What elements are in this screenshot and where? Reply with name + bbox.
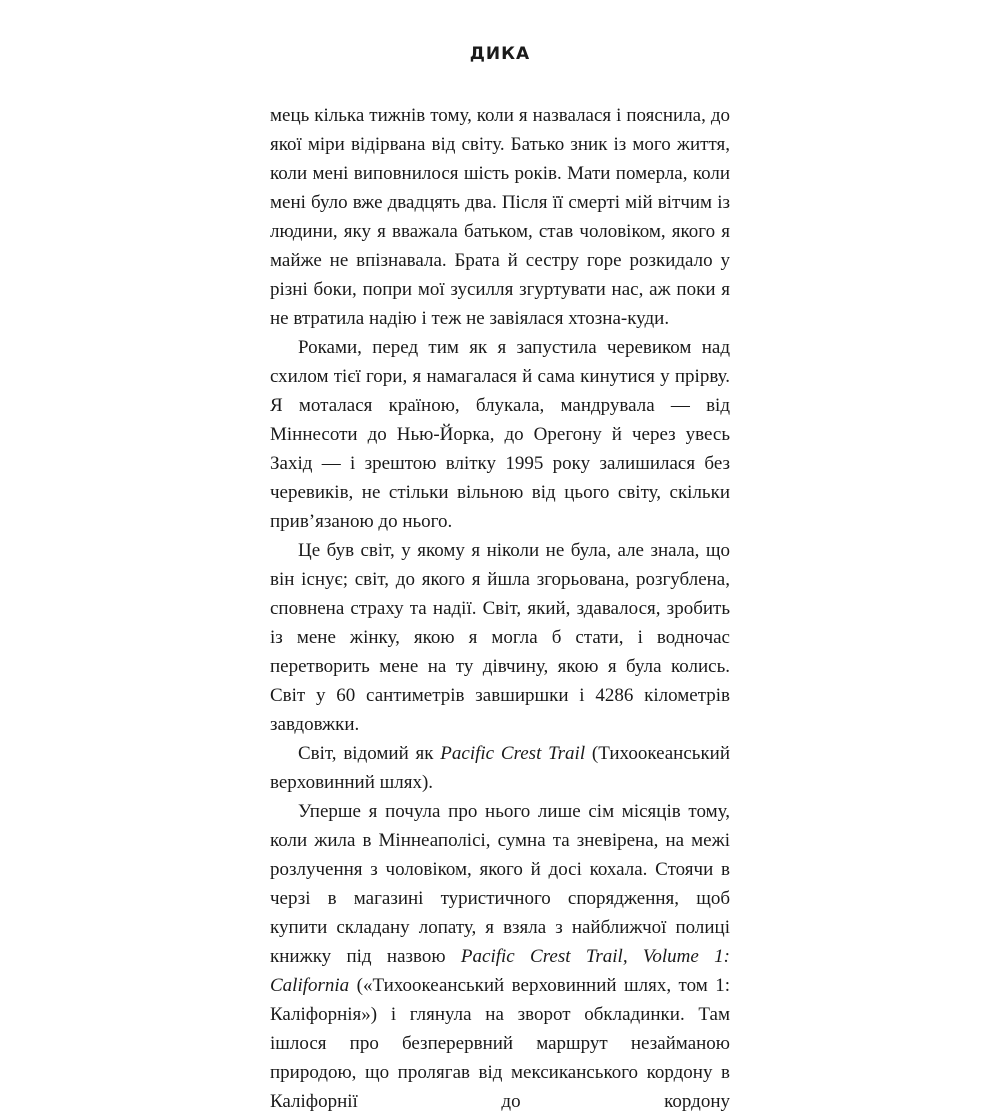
paragraph-4 xyxy=(270,739,730,797)
italic-title-text: Pacific Crest Trail xyxy=(440,743,586,764)
text-run: мець кілька тижнів тому, коли я назвалася і пояснила, до якої міри відірвана від світу. Батько зник із мого життя, коли мені виповнилося шість років. Мати померла, коли мені було вже двадцять два. Після її смерті мій вітчим із людини, яку я вважала батьком, став чоловіком, якого я майже не впізнавала. Брата й сестру горе розкидало у різні боки, попри мої зусилля згуртувати нас, аж поки я не втратила надію і теж не завіялася хтозна-куди. xyxy=(270,105,730,329)
text-run: Уперше я почула про нього лише сім місяців тому, коли жила в Міннеаполісі, сумна та зневірена, на межі розлучення з чоловіком, якого й досі кохала. Стоячи в черзі в магазині туристичного спорядження, щоб купити складану лопату, я взяла з найближчої полиці книжку під назвою xyxy=(270,801,730,967)
body-text xyxy=(270,101,730,1116)
text-run: Світ, відомий як xyxy=(298,743,441,764)
running-head: ДИКА xyxy=(469,44,531,64)
paragraph-5 xyxy=(270,797,730,1116)
paragraph-2 xyxy=(270,333,730,536)
paragraph-3 xyxy=(270,536,730,739)
text-run: Це був світ, у якому я ніколи не була, але знала, що він існує; світ, до якого я йшла згорьована, розгублена, сповнена страху та надії. Світ, який, здавалося, зробить із мене жінку, якою я могла б стати, і водночас перетворить мене на ту дівчину, якою я була колись. Світ у 60 сантиметрів завширшки і 4286 кілометрів завдовжки. xyxy=(270,540,730,735)
text-run: Роками, перед тим як я запустила черевиком над схилом тієї гори, я намагалася й сама кинутися у прірву. Я моталася країною, блукала, мандрувала — від Міннесоти до Нью-Йорка, до Орегону й через увесь Захід — і зрештою влітку 1995 року залишилася без черевиків, не стільки вільною від цього світу, скільки прив’язаною до нього. xyxy=(270,337,730,532)
text-run: (Тихоокеанський верховинний шлях). xyxy=(270,743,731,793)
italic-title-text: Pacific Crest Trail, Volume 1: California xyxy=(270,946,730,996)
paragraph-1 xyxy=(270,101,730,333)
text-run: («Тихоокеанський верховинний шлях, том 1: Каліфорнія») і глянула на зворот обкладинки. Там ішлося про безперервний маршрут незайманою природою, що пролягав від мексиканського кордону в Каліфорнії до кордону xyxy=(270,975,730,1112)
